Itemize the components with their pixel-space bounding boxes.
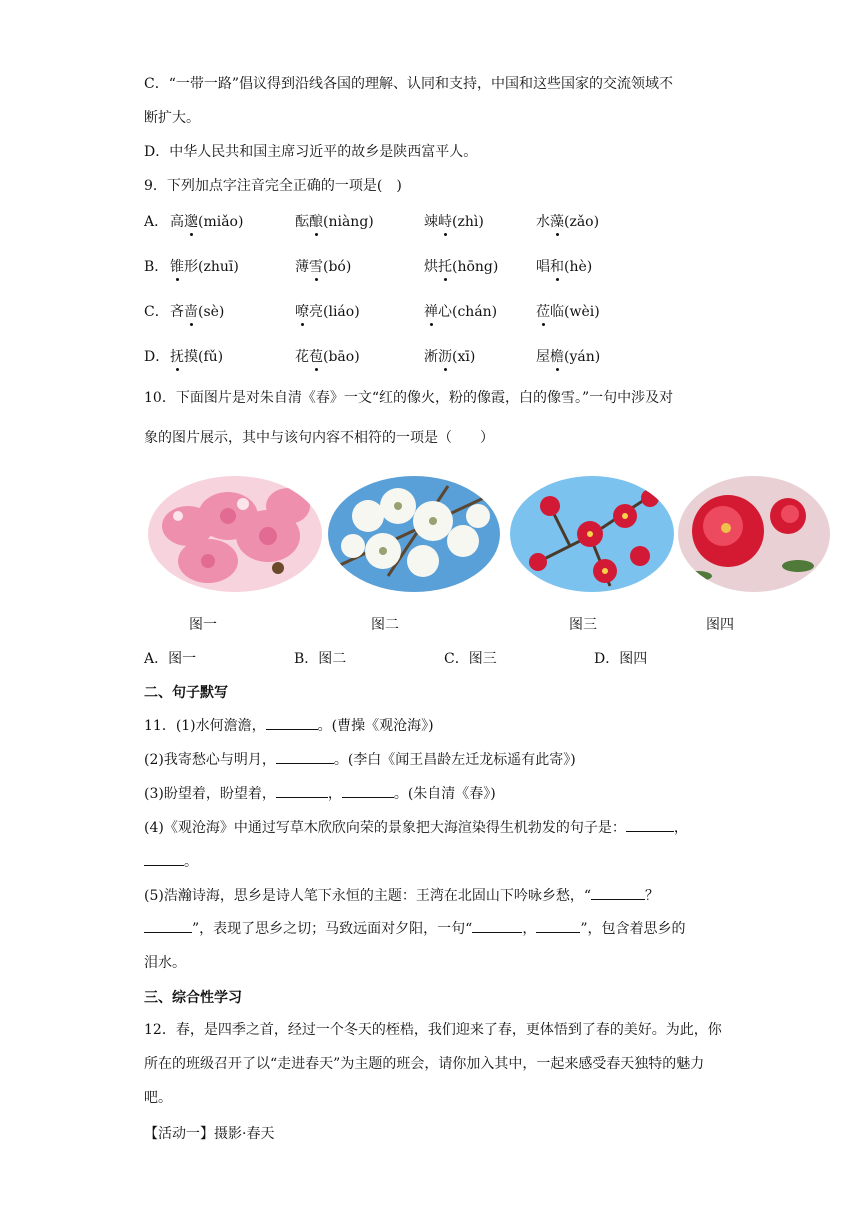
activity-1-heading: 【活动一】摄影·春天 [144,1126,275,1142]
q9-option-word: 唱和(hè) [536,259,593,275]
option-d-text: D．中华人民共和国主席习近平的故乡是陕西富平人。 [144,144,478,160]
question-10-line2: 象的图片展示，其中与该句内容不相符的一项是（ ） [144,430,494,446]
q9-option-label: B． [144,259,169,275]
q11-5-end: 泪水。 [144,955,186,971]
q9-option-label: D． [144,349,170,365]
q10-option-a: A．图一 [144,651,197,667]
q11-2: (2)我寄愁心与明月， 。(李白《闻王昌龄左迁龙标遥有此寄》) [144,749,576,769]
q10-option-d: D．图四 [594,651,648,667]
section-3-title: 三、综合性学习 [144,990,242,1006]
q9-option-word: 高邈(miǎo) [170,214,244,230]
q9-option-word: 花苞(bāo) [295,349,360,365]
option-c-text: C．“一带一路”倡议得到沿线各国的理解、认同和支持，中国和这些国家的交流领域不 [144,76,674,92]
question-9: 9．下列加点字注音完全正确的一项是( ) [144,178,402,194]
figure-2-white-pear-blossom [328,476,500,592]
question-12: 12．春，是四季之首，经过一个冬天的桎梏，我们迎来了春，更体悟到了春的美好。为此，你所在的班级召开了以“走进春天”为主题的班会，请你加入其中，一起来感受春天独特的魅力吧。 [144,1022,722,1106]
q9-option-word: 屋檐(yán) [536,349,601,365]
q9-option-word: 嘹亮(liáo) [295,304,360,320]
q11-4: (4)《观沧海》中通过写草木欣欣向荣的景象把大海渲染得生机勃发的句子是： ， [144,817,688,837]
q9-option-word: 淅沥(xī) [424,349,476,365]
q9-option-word: 薄雪(bó) [295,259,352,275]
q9-option-word: 烘托(hōng) [424,259,499,275]
q9-option-word: 莅临(wèi) [536,304,600,320]
q11-3: (3)盼望着，盼望着， ， 。(朱自清《春》) [144,783,496,803]
q11-1: 11．(1)水何澹澹， 。(曹操《观沧海》) [144,715,434,735]
q9-option-label: A． [144,214,169,230]
figure-caption-3: 图三 [569,617,597,633]
figure-caption-2: 图二 [371,617,399,633]
section-2-title: 二、句子默写 [144,685,228,701]
q9-option-label: C． [144,304,169,320]
q9-option-word: 锥形(zhuī) [170,259,239,275]
figure-3-red-plum-blossom [510,476,674,592]
q9-option-word: 抚摸(fǔ) [170,349,224,365]
q11-5-cont: ”，表现了思乡之切；马致远面对夕阳，一句“ ， ”，包含着思乡的 [144,918,686,938]
q10-option-b: B．图二 [294,651,347,667]
q9-option-word: 吝啬(sè) [170,304,225,320]
figure-4-red-peach-blossom [678,476,830,592]
q9-option-word: 水藻(zǎo) [536,214,600,230]
figure-1-pink-peach-blossom [148,476,322,592]
q9-option-word: 禅心(chán) [424,304,498,320]
figure-caption-1: 图一 [189,617,217,633]
figure-caption-4: 图四 [706,617,734,633]
q9-option-word: 竦峙(zhì) [424,214,484,230]
option-c-text-cont: 断扩大。 [144,110,200,126]
q11-5: (5)浩瀚诗海，思乡是诗人笔下永恒的主题：王湾在北固山下吟咏乡愁，“ ？ [144,885,659,905]
q10-option-c: C．图三 [444,651,497,667]
q11-4-cont: 。 [144,851,198,871]
q9-option-word: 酝酿(niàng) [295,214,374,230]
question-10-line1: 10．下面图片是对朱自清《春》一文“红的像火，粉的像霞，白的像雪。”一句中涉及对 [144,390,674,406]
